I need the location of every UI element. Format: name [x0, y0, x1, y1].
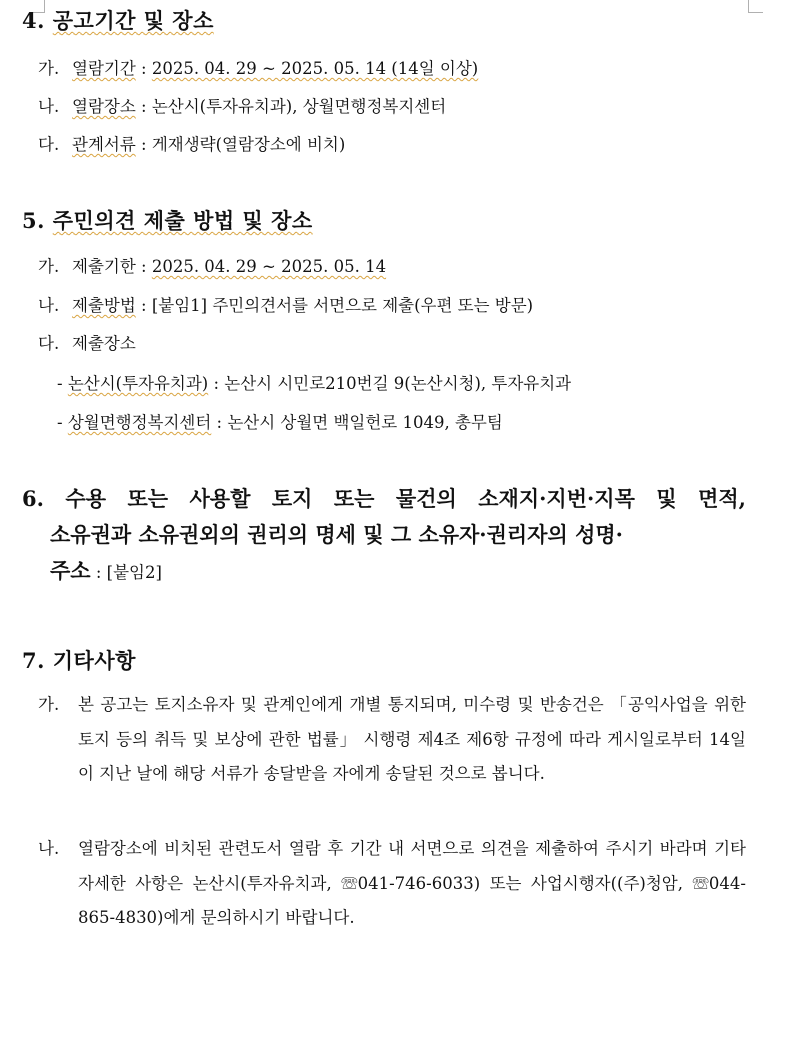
item-label: 관계서류	[72, 135, 136, 154]
section-6-line-3	[50, 553, 746, 591]
item-value: [붙임1] 주민의견서를 서면으로 제출(우편 또는 방문)	[151, 296, 534, 315]
sec4-item-3	[38, 135, 345, 155]
item-label: 제출장소	[72, 334, 136, 353]
section-6-attachment: : [붙임2]	[90, 563, 162, 582]
sec5-place-1	[57, 374, 571, 394]
section-6-address: 주소	[50, 558, 91, 583]
sec5-place-2	[57, 413, 503, 433]
para-text: 본 공고는 토지소유자 및 관계인에게 개별 통지되며, 미수령 및 반송건은 「공익사업을 위한 토지 등의 취득 및 보상에 관한 법률」 시행령 제4조 제6항 규정에 따라 게시일로부터 14일이 지난 날에 해당 서류가 송달받을 자에게 송달된 것으로 봅니다.	[78, 695, 746, 784]
item-mark: 가.	[38, 257, 60, 276]
section-5-heading	[22, 209, 754, 233]
section-5-number: 5.	[22, 208, 45, 233]
item-sep: :	[135, 135, 152, 154]
sec4-item-2	[38, 97, 446, 117]
item-label: 열람기간	[72, 59, 136, 78]
para-mark: 가.	[38, 695, 60, 714]
item-label: 제출기한	[72, 257, 136, 276]
item-sep: :	[135, 97, 152, 116]
item-sep: :	[135, 257, 152, 276]
section-6-line-1	[22, 481, 746, 517]
section-6-line-1-text: 수용 또는 사용할 토지 또는 물건의 소재지·지번·지목 및 면적,	[65, 486, 746, 511]
place-name: 논산시(투자유치과)	[67, 374, 209, 393]
place-name: 상월면행정복지센터	[67, 413, 212, 432]
sec7-paragraph-a	[38, 688, 746, 792]
sec5-item-1	[38, 257, 386, 277]
para-text: 열람장소에 비치된 관련도서 열람 후 기간 내 서면으로 의견을 제출하여 주시기 바라며 기타 자세한 사항은 논산시(투자유치과, ☏041-746-6033) 또는 사업시행자((주)청암, ☏044-865-4830)에게 문의하시기 바랍니다.	[78, 839, 746, 928]
place-value: 논산시 상월면 백일헌로 1049, 총무팀	[227, 413, 503, 432]
section-7-heading	[22, 649, 754, 673]
place-dash: -	[57, 413, 63, 432]
section-4-heading	[22, 9, 754, 33]
place-value: 논산시 시민로210번길 9(논산시청), 투자유치과	[224, 374, 572, 393]
item-mark: 나.	[38, 296, 60, 315]
section-6-number: 6.	[22, 486, 44, 511]
item-mark: 다.	[38, 135, 60, 154]
sec7-paragraph-b	[38, 832, 746, 936]
section-6-line-2: 소유권과 소유권외의 권리의 명세 및 그 소유자·권리자의 성명·	[50, 522, 623, 547]
item-sep: :	[135, 296, 152, 315]
item-mark: 나.	[38, 97, 60, 116]
section-5-title: 주민의견 제출 방법 및 장소	[52, 208, 313, 233]
place-sep: :	[208, 374, 225, 393]
item-label: 제출방법	[72, 296, 136, 315]
para-mark: 나.	[38, 839, 60, 858]
item-mark: 가.	[38, 59, 60, 78]
sec5-item-2	[38, 296, 533, 316]
item-value: 논산시(투자유치과), 상월면행정복지센터	[151, 97, 447, 116]
place-sep: :	[211, 413, 228, 432]
sec4-item-1	[38, 59, 478, 79]
item-value: 2025. 04. 29 ~ 2025. 05. 14	[151, 257, 387, 276]
section-6-heading	[22, 481, 746, 591]
item-label: 열람장소	[72, 97, 136, 116]
sec5-item-3	[38, 334, 136, 354]
section-4-title: 공고기간 및 장소	[52, 8, 214, 33]
item-mark: 다.	[38, 334, 60, 353]
section-7-title: 기타사항	[52, 648, 136, 673]
section-4-number: 4.	[22, 8, 45, 33]
section-7-number: 7.	[22, 648, 45, 673]
item-value: 2025. 04. 29 ~ 2025. 05. 14 (14일 이상)	[151, 59, 479, 78]
place-dash: -	[57, 374, 63, 393]
item-sep: :	[135, 59, 152, 78]
item-value: 게재생략(열람장소에 비치)	[151, 135, 346, 154]
